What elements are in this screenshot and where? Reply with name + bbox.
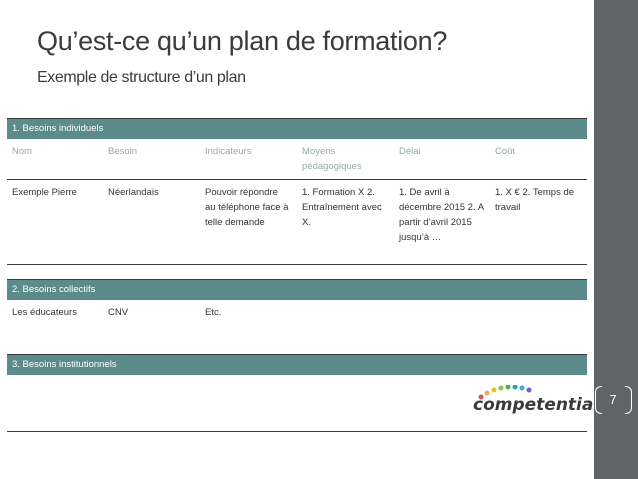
cell-delai: 1. De avril à décembre 2015 2. A partir d’avril 2015 jusqu’à … xyxy=(399,187,484,243)
plan-table xyxy=(7,118,594,432)
cell-indicateurs: Pouvoir répondre au téléphone face à telle demande xyxy=(205,187,289,228)
column-header-moyens: Moyens pédagogiques xyxy=(302,146,362,172)
cell-indicateurs: Etc. xyxy=(205,307,222,318)
slide-title: Qu’est-ce qu’un plan de formation? xyxy=(37,26,448,56)
page-number: 7 xyxy=(609,392,617,407)
column-header-nom: Nom xyxy=(12,146,33,157)
table-row xyxy=(7,375,594,432)
table-header-row xyxy=(7,139,587,180)
section-header-institutional: 3. Besoins institutionnels xyxy=(7,354,587,375)
column-header-cout: Coût xyxy=(495,146,516,157)
competentia-logo xyxy=(473,385,594,423)
cell-cout: 1. X € 2. Temps de travail xyxy=(495,187,575,213)
column-header-indicateurs: Indicateurs xyxy=(205,146,252,157)
section-header-individual: 1. Besoins individuels xyxy=(7,118,587,139)
logo-wordmark: competentia xyxy=(473,395,594,415)
cell-besoin: CNV xyxy=(108,307,129,318)
cell-besoin: Néerlandais xyxy=(108,187,159,198)
cell-nom: Les éducateurs xyxy=(12,307,77,318)
table-row xyxy=(7,180,587,265)
cell-moyens: 1. Formation X 2. Entraînement avec X. xyxy=(302,187,382,228)
spacer xyxy=(7,265,587,279)
cell-nom: Exemple Pierre xyxy=(12,187,77,198)
column-header-besoin: Besoin xyxy=(108,146,138,157)
column-header-delai: Délai xyxy=(399,146,421,157)
table-row xyxy=(7,300,587,354)
slide-subtitle: Exemple de structure d’un plan xyxy=(37,69,246,86)
section-header-collective: 2. Besoins collectifs xyxy=(7,279,587,300)
